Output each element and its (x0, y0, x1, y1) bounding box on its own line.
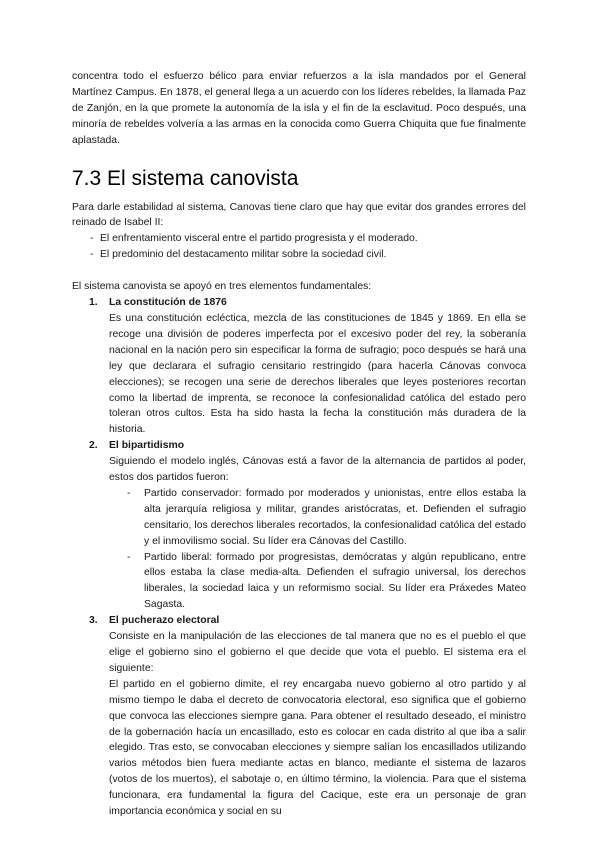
element-title: La constitución de 1876 (109, 297, 227, 309)
party-item: - Partido liberal: formado por progresistas, demócratas y algún republicano, entre ellos estaba la clase media-alta. Defienden el sufragio universal, los derechos liberales, la sociedad laica y un reformismo social. Su líder era Práxedes Mateo Sagasta. (109, 550, 526, 614)
error-item: - El predominio del destacamento militar sobre la sociedad civil. (72, 247, 526, 263)
party-item: - Partido conservador: formado por moderados y unionistas, entre ellos estaba la alta jerarquía religiosa y militar, grandes aristócratas, et. Defienden el sufragio censitario, los derechos liberales recortados, la confesionalidad católica del estado y el inmovilismo social. Su líder era Cánovas del Castillo. (109, 486, 526, 550)
section-intro: Para darle estabilidad al sistema, Canovas tiene claro que hay que evitar dos grandes errores del reinado de Isabel II: (72, 201, 526, 229)
intro-paragraph: concentra todo el esfuerzo bélico para enviar refuerzos a la isla mandados por el General Martínez Campus. En 1878, el general llega a un acuerdo con los líderes rebeldes, la llamada Paz de Zanjón, en la que promete la autonomía de la isla y el fin de la esclavitud. Poco después, una minoría de rebeldes volvería a las armas en la conocida como Guerra Chiquita que fue finalmente aplastada. (72, 71, 526, 146)
error-item: - El enfrentamiento visceral entre el partido progresista y el moderado. (72, 231, 526, 247)
element-number: 2. (89, 440, 98, 452)
element-text: Es una constitución ecléctica, mezcla de las constituciones de 1845 y 1869. En ella se recoge una división de poderes imperfecta por el excesivo poder del rey, la soberanía nacional en la nación pero sin especificar la forma de sufragio; poco después se hará una ley que declarara el sufragio censitario restringido (para hacerla Cánovas convoca elecciones); se recogen una serie de derechos liberales que leyes posteriores recortan como la libertad de imprenta, se reconoce la confesionalidad católica del estado pero toleran otros cultos. Esta ha sido hasta la fecha la constitución más duradera de la historia. (109, 312, 526, 436)
element-item (72, 295, 526, 438)
element-item (72, 438, 526, 613)
errors-list (72, 231, 526, 263)
elements-intro: El sistema canovista se apoyó en tres elementos fundamentales: (72, 281, 372, 293)
element-text: Consiste en la manipulación de las elecciones de tal manera que no es el pueblo el que elige el gobierno sino el gobierno el que decide que vota el pueblo. El sistema era el siguiente: (109, 631, 526, 674)
elements-list (72, 295, 526, 820)
element-text-continued: El partido en el gobierno dimite, el rey encargaba nuevo gobierno al otro partido y al mismo tiempo le daba el decreto de convocatoria electoral, eso significa que el gobierno que convoca las elecciones siempre gana. Para obtener el resultado deseado, el ministro de la gobernación hacía un encasillado, esto es colocar en cada distrito al que iba a salir elegido. Tras esto, se convocaban elecciones y siempre salían los encasillados utilizando varios métodos bien fuera mediante actas en blanco, mediante el sistema de lazaros (votos de los muertos), el sabotaje o, en último término, la violencia. Para que el sistema funcionara, era fundamental la figura del Cacique, este era un personaje de gran importancia económica y social en su (109, 678, 526, 818)
document-page (72, 69, 526, 820)
element-text: Siguiendo el modelo inglés, Cánovas está a favor de la alternancia de partidos al poder, estos dos partidos fueron: (109, 456, 526, 484)
parties-list (109, 486, 526, 613)
section-heading: 7.3 El sistema canovista (72, 166, 299, 190)
element-item (72, 613, 526, 820)
element-title: El bipartidismo (109, 440, 185, 452)
element-number: 1. (89, 297, 98, 309)
element-number: 3. (89, 615, 98, 627)
element-title: El pucherazo electoral (109, 615, 220, 627)
